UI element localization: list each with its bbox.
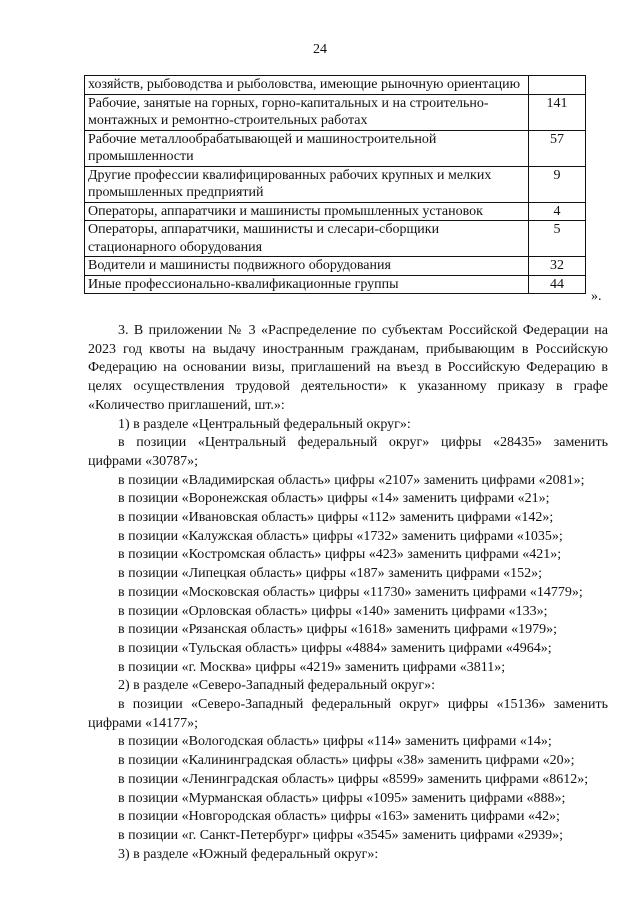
row-value: 57 [529,130,586,166]
paragraph: в позиции «Липецкая область» цифры «187» заменить цифрами «152»; [118,566,542,582]
paragraph: в позиции «Калининградская область» цифры «38» заменить цифрами «20»; [118,753,575,769]
row-value: 9 [529,166,586,202]
paragraph: в позиции «Центральный федеральный округ» цифры «28435» заменить цифрами «30787»; [88,435,608,469]
row-value: 4 [529,202,586,221]
table-row [85,221,586,257]
table-row [85,257,586,276]
paragraph: в позиции «Северо-Западный федеральный округ» цифры «15136» заменить цифрами «14177»; [88,697,608,731]
paragraph: в позиции «Мурманская область» цифры «1095» заменить цифрами «888»; [118,790,566,806]
paragraph: в позиции «Калужская область» цифры «1732» заменить цифрами «1035»; [118,528,563,544]
paragraph: в позиции «г. Санкт-Петербург» цифры «3545» заменить цифрами «2939»; [118,827,563,843]
row-label: Рабочие металлообрабатывающей и машиностроительной промышленности [85,130,529,166]
paragraph: в позиции «Рязанская область» цифры «1618» заменить цифрами «1979»; [118,622,557,638]
row-label: Водители и машинисты подвижного оборудования [85,257,529,276]
paragraph: в позиции «Ивановская область» цифры «112» заменить цифрами «142»; [118,510,554,526]
row-value: 141 [529,94,586,130]
paragraph: 2) в разделе «Северо-Западный федеральный округ»: [118,678,435,694]
table-row [85,76,586,95]
table-row [85,130,586,166]
page-number: 24 [313,42,327,57]
paragraph: в позиции «Орловская область» цифры «140» заменить цифрами «133»; [118,603,548,619]
row-label: Операторы, аппаратчики, машинисты и слесари-сборщики стационарного оборудования [85,221,529,257]
paragraph: 3. В приложении № 3 «Распределение по субъектам Российской Федерации на 2023 год квоты на выдачу иностранным гражданам, прибывающим в Российскую Федерацию на основании визы, приглашений на въезд в Российскую Федерацию в целях осуществления трудовой деятельности» к указанному приказу в графе «Количество приглашений, шт.»: [88,323,608,413]
paragraph: 3) в разделе «Южный федеральный округ»: [118,846,379,862]
paragraph: в позиции «Ленинградская область» цифры «8599» заменить цифрами «8612»; [118,771,589,787]
row-label: Рабочие, занятые на горных, горно-капитальных и на строительно-монтажных и ремонтно-строительных работах [85,94,529,130]
row-label: Операторы, аппаратчики и машинисты промышленных установок [85,202,529,221]
paragraph: в позиции «Московская область» цифры «11730» заменить цифрами «14779»; [118,584,583,600]
row-value: 5 [529,221,586,257]
paragraph: в позиции «Костромская область» цифры «423» заменить цифрами «421»; [118,547,562,563]
paragraph: 1) в разделе «Центральный федеральный округ»: [118,416,411,432]
table-row [85,202,586,221]
row-value: 32 [529,257,586,276]
row-label: хозяйств, рыбоводства и рыболовства, имеющие рыночную ориентацию [85,76,529,95]
table-closing-quote: ». [591,289,602,304]
row-value [529,76,586,95]
row-value: 44 [529,275,586,294]
paragraph: в позиции «Воронежская область» цифры «14» заменить цифрами «21»; [118,491,550,507]
paragraph: в позиции «Вологодская область» цифры «114» заменить цифрами «14»; [118,734,552,750]
table-row [85,275,586,294]
table-row [85,94,586,130]
row-label: Другие профессии квалифицированных рабочих крупных и мелких промышленных предприятий [85,166,529,202]
paragraph: в позиции «Владимирская область» цифры «2107» заменить цифрами «2081»; [118,472,585,488]
row-label: Иные профессионально-квалификационные группы [85,275,529,294]
paragraph: в позиции «Новгородская область» цифры «163» заменить цифрами «42»; [118,809,560,825]
profession-table [84,75,586,294]
amendment-text [88,322,608,864]
paragraph: в позиции «г. Москва» цифры «4219» заменить цифрами «3811»; [118,659,506,675]
table-row [85,166,586,202]
paragraph: в позиции «Тульская область» цифры «4884» заменить цифрами «4964»; [118,640,552,656]
